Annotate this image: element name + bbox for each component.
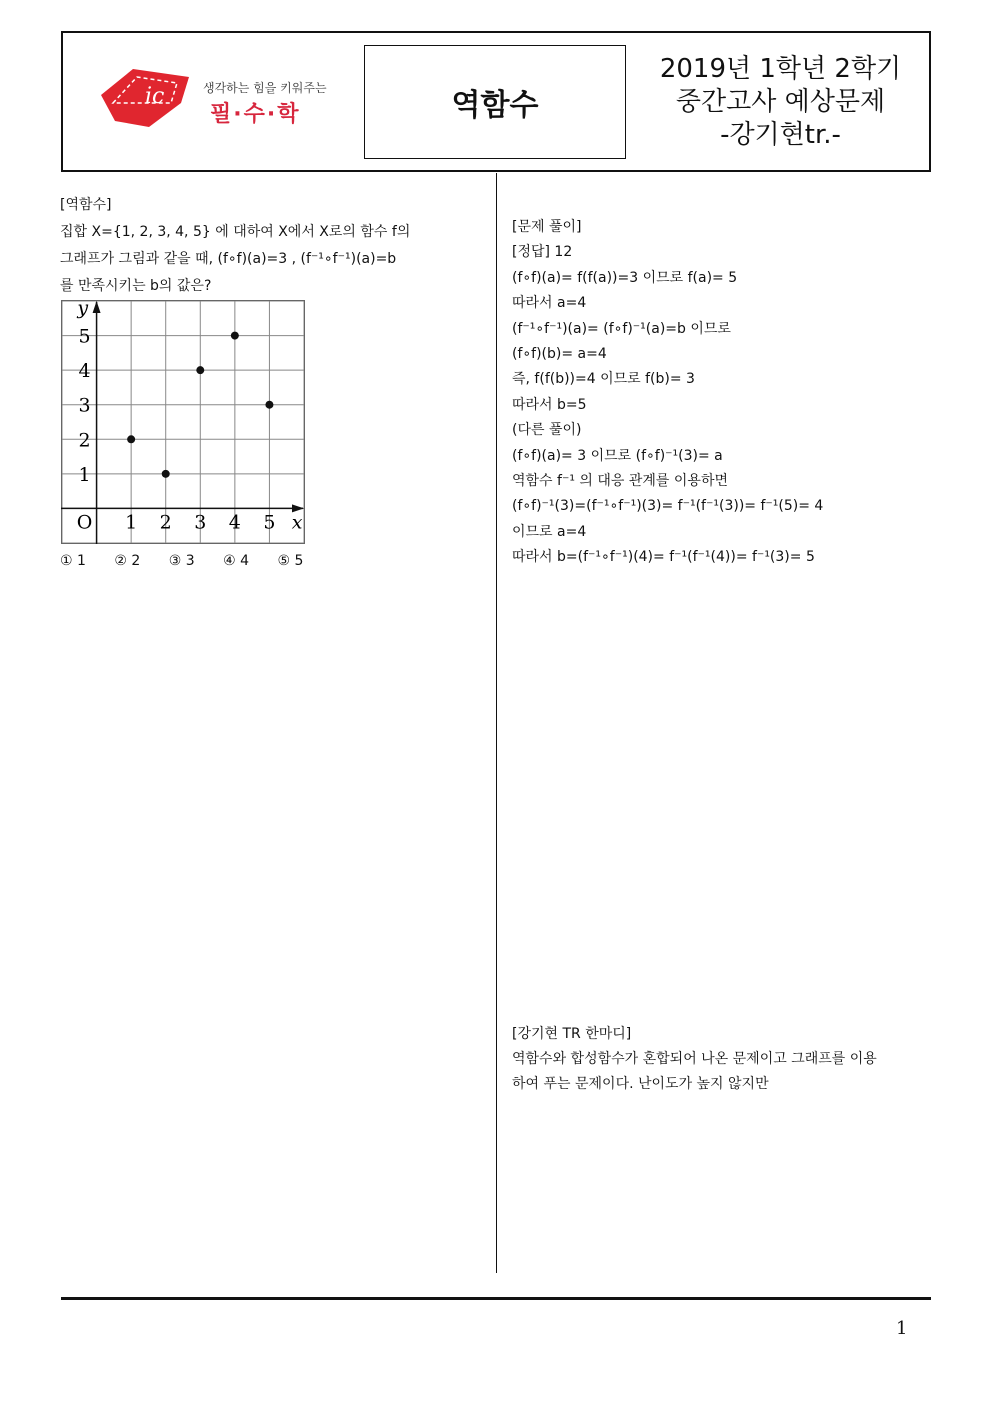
solution-line: (f∘f)⁻¹(3)=(f⁻¹∘f⁻¹)(3)= f⁻¹(f⁻¹(3))= f⁻¹(5)= 4 — [512, 498, 824, 515]
y-tick-label: 4 — [78, 360, 91, 383]
graph-frame — [62, 301, 305, 544]
function-graph — [61, 300, 305, 544]
solution-line: (f⁻¹∘f⁻¹)(a)= (f∘f)⁻¹(a)=b 이므로 — [512, 320, 731, 337]
solution-line: 따라서 b=(f⁻¹∘f⁻¹)(4)= f⁻¹(f⁻¹(4))= f⁻¹(3)= 5 — [512, 549, 815, 566]
logo-tagline: 생각하는 힘을 키워주는 — [203, 81, 327, 95]
x-axis-label: x — [291, 511, 303, 534]
y-tick-label: 3 — [78, 394, 91, 417]
choice-2[interactable]: ② 2 — [114, 553, 141, 569]
problem-line-3: 를 만족시키는 b의 값은? — [60, 278, 212, 294]
solution-answer: [정답] 12 — [512, 244, 573, 261]
choice-1[interactable]: ① 1 — [60, 553, 86, 569]
teacher-comment — [512, 1022, 934, 1097]
solution-line: (다른 풀이) — [512, 422, 582, 439]
exam-line-1: 2019년 1학년 2학기 — [659, 54, 902, 84]
solution-line: (f∘f)(a)= f(f(a))=3 이므로 f(a)= 5 — [512, 269, 738, 286]
solution-line: (f∘f)(b)= a=4 — [512, 345, 607, 362]
x-tick-label: 1 — [125, 511, 138, 534]
origin-label: O — [76, 511, 93, 534]
y-tick-label: 2 — [78, 429, 91, 452]
solution-line: (f∘f)(a)= 3 이므로 (f∘f)⁻¹(3)= a — [512, 447, 723, 464]
y-tick-label: 1 — [78, 463, 91, 486]
problem-section — [60, 192, 484, 300]
solution-line: 이므로 a=4 — [512, 523, 587, 540]
solution-line: 즉, f(f(b))=4 이므로 f(b)= 3 — [512, 371, 695, 388]
comment-tag: [강기현 TR 한마디] — [512, 1026, 632, 1042]
solution-line: 따라서 a=4 — [512, 295, 587, 312]
choice-3[interactable]: ③ 3 — [168, 553, 195, 569]
solution-tag: [문제 풀이] — [512, 219, 582, 235]
data-point — [162, 470, 170, 478]
page-title: 역함수 — [364, 45, 626, 159]
x-tick-label: 3 — [194, 511, 207, 534]
problem-line-1: 집합 X={1, 2, 3, 4, 5} 에 대하여 X에서 X로의 함수 f의 — [60, 224, 411, 240]
data-point — [265, 401, 273, 409]
exam-line-3: -강기현tr.- — [720, 120, 841, 150]
exam-info — [653, 53, 908, 152]
problem-tag: [역함수] — [60, 197, 112, 213]
y-axis-label: y — [77, 300, 89, 319]
choice-4[interactable]: ④ 4 — [223, 553, 250, 569]
x-tick-label: 4 — [228, 511, 241, 534]
choice-5[interactable]: ⑤ 5 — [277, 553, 304, 569]
column-divider — [496, 173, 497, 1273]
solution-line: 역함수 f⁻¹ 의 대응 관계를 이용하면 — [512, 472, 728, 489]
solution-section — [512, 215, 937, 570]
svg-text:ic: ic — [145, 84, 165, 109]
solution-line: 따라서 b=5 — [512, 396, 587, 413]
data-point — [127, 435, 135, 443]
y-axis-arrow — [93, 301, 101, 313]
y-tick-label: 5 — [78, 325, 91, 348]
x-tick-label: 2 — [159, 511, 172, 534]
x-tick-label: 5 — [263, 511, 276, 534]
logo-tag-icon — [93, 63, 193, 133]
data-point — [196, 366, 204, 374]
logo — [93, 63, 333, 143]
page-number: 1 — [896, 1318, 908, 1339]
data-point — [231, 332, 239, 340]
exam-line-2: 중간고사 예상문제 — [675, 87, 886, 117]
comment-line-2: 하여 푸는 문제이다. 난이도가 높지 않지만 — [512, 1076, 769, 1092]
footer-rule — [61, 1297, 931, 1300]
answer-choices — [60, 553, 327, 569]
comment-line-1: 역함수와 합성함수가 혼합되어 나온 문제이고 그래프를 이용 — [512, 1051, 877, 1067]
header-box — [61, 31, 931, 172]
problem-line-2: 그래프가 그림과 같을 때, (f∘f)(a)=3 , (f⁻¹∘f⁻¹)(a)=b — [60, 251, 397, 267]
logo-brand: 필·수·학 — [210, 102, 301, 127]
